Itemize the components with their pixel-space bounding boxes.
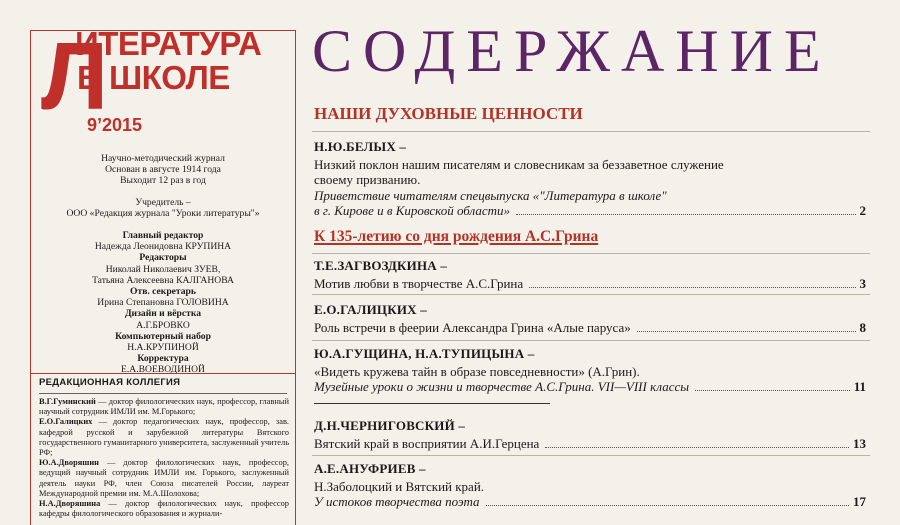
- credit-name: Ирина Степановна ГОЛОВИНА: [97, 297, 229, 309]
- entry-author: Т.Е.ЗАГВОЗДКИНА –: [314, 258, 448, 273]
- entry-page-line: [314, 320, 866, 336]
- entry-page-line: [314, 276, 866, 292]
- entry-author: Ю.А.ГУЩИНА, Н.А.ТУПИЦЫНА –: [314, 346, 535, 361]
- entry-title: своему призванию.: [314, 172, 421, 187]
- entry-title: Мотив любви в творчестве А.С.Грина: [314, 275, 524, 291]
- page-number: 3: [859, 275, 866, 291]
- leader-dots: [486, 505, 849, 506]
- entry-page-line: [314, 436, 866, 452]
- editorial-board-list: [39, 397, 289, 519]
- founded-line: Основан в августе 1914 года: [105, 164, 221, 175]
- credit-name: А.Г.БРОВКО: [136, 319, 190, 331]
- entry-subtitle: Приветствие читателям спецвыпуска «"Литература в школе": [314, 187, 667, 203]
- logo-line-1: ИТЕРАТУРА: [75, 30, 262, 62]
- logo-initial: Л: [41, 30, 109, 130]
- page-number: 8: [859, 319, 866, 335]
- editorial-board-title: РЕДАКЦИОННАЯ КОЛЛЕГИЯ: [39, 377, 181, 388]
- page-number: 2: [859, 203, 866, 218]
- toc-entry[interactable]: [314, 461, 866, 510]
- credit-name: Татьяна Алексеевна КАЛГАНОВА: [92, 274, 234, 286]
- divider: [312, 455, 870, 456]
- page-number: 17: [853, 494, 866, 509]
- credit-name: Н.А.КРУПИНОЙ: [127, 342, 199, 354]
- board-member-name: Ю.А.Дворяшин: [39, 458, 99, 468]
- leader-dots: [516, 214, 856, 215]
- journal-logo: [37, 30, 296, 145]
- entry-author: Н.Ю.БЕЛЫХ –: [314, 139, 407, 154]
- credit-role: Главный редактор: [122, 230, 204, 241]
- board-member: [39, 499, 289, 519]
- entry-author: Е.О.ГАЛИЦКИХ –: [314, 302, 427, 317]
- entry-title: «Видеть кружева тайн в образе повседневности» (А.Грин).: [314, 363, 640, 379]
- entry-title: Низкий поклон нашим писателям и словесникам за беззаветное служение: [314, 156, 724, 172]
- board-member-desc: — доктор филологических наук, профессор, главный научный сотрудник ИМЛИ им. М.Горького;: [39, 397, 289, 417]
- board-member: [39, 397, 289, 417]
- board-member-name: В.Г.Гуминский: [39, 397, 96, 406]
- board-member-desc: — доктор филологических наук, профессор, ведущий научный сотрудник ИМЛИ им. Горького, заслуженный деятель науки РФ, член Союза писателей России, лауреат Международной премии им. М.А.Шолохова;: [39, 458, 289, 498]
- page-number: 13: [853, 435, 866, 451]
- board-member-desc: — доктор филологических наук, профессор кафедры филологического образования и журнали-: [39, 499, 289, 519]
- toc-entry[interactable]: [314, 418, 866, 451]
- divider: [39, 393, 287, 394]
- entry-page-line: [314, 379, 866, 395]
- frequency-line: Выходит 12 раз в год: [120, 175, 206, 186]
- leader-dots: [695, 390, 850, 391]
- toc-entry[interactable]: [314, 139, 866, 219]
- toc-entry[interactable]: [314, 302, 866, 335]
- credit-role: Редакторы: [139, 252, 187, 264]
- credit-role: Компьютерный набор: [115, 330, 211, 342]
- founder-label: Учредитель –: [135, 197, 191, 208]
- entry-subtitle: Музейные уроки о жизни и творчестве А.С.Грина. VII—VIII классы: [314, 379, 690, 394]
- leader-dots: [545, 447, 849, 448]
- board-member: [39, 458, 289, 499]
- entry-subtitle: У истоков творчества поэта: [314, 494, 480, 509]
- entry-author: А.Е.АНУФРИЕВ –: [314, 461, 426, 476]
- toc-entry[interactable]: [314, 258, 866, 291]
- contents-title: СОДЕРЖАНИЕ: [312, 18, 832, 84]
- issue-number: 9’2015: [87, 115, 143, 135]
- entry-page-line: [314, 494, 866, 510]
- entry-subtitle: в г. Кирове и в Кировской области»: [314, 203, 510, 218]
- credit-role: Дизайн и вёрстка: [124, 308, 202, 320]
- section-heading: К 135-летию со дня рождения А.С.Грина: [314, 228, 599, 245]
- divider: [314, 403, 550, 404]
- credit-role: Отв. секретарь: [130, 286, 196, 298]
- toc-entry[interactable]: [314, 346, 866, 395]
- founder-name: ООО «Редакция журнала "Уроки литературы"»: [66, 208, 260, 219]
- leader-dots: [529, 287, 855, 288]
- divider: [312, 131, 870, 132]
- divider: [312, 340, 870, 341]
- entry-title: Н.Заболоцкий и Вятский край.: [314, 478, 485, 494]
- entry-title: Роль встречи в феерии Александра Грина «Алые паруса»: [314, 319, 631, 335]
- credits-block: [31, 230, 295, 376]
- page-number: 11: [853, 379, 866, 394]
- section-heading: НАШИ ДУХОВНЫЕ ЦЕННОСТИ: [314, 104, 583, 123]
- entry-author: Д.Н.ЧЕРНИГОВСКИЙ –: [314, 418, 466, 433]
- divider: [312, 253, 870, 254]
- board-member: [39, 417, 289, 458]
- board-member-name: Н.А.Дворяшина: [39, 499, 101, 509]
- entry-title: Вятский край в восприятии А.И.Герцена: [314, 435, 540, 451]
- board-member-name: Е.О.Галицких: [39, 417, 93, 427]
- journal-subtitle: Научно-методический журнал: [101, 153, 225, 164]
- credit-name: Е.А.ВОЕВОДИНОЙ: [121, 364, 205, 376]
- credit-name: Надежда Леонидовна КРУПИНА: [94, 241, 232, 253]
- credit-name: Николай Николаевич ЗУЕВ,: [105, 263, 221, 275]
- credit-role: Корректура: [137, 353, 189, 365]
- masthead-panel: [30, 30, 296, 525]
- entry-page-line: [314, 203, 866, 219]
- leader-dots: [637, 331, 856, 332]
- divider: [31, 373, 295, 374]
- divider: [312, 294, 870, 295]
- logo-line-2: В ШКОЛЕ: [77, 59, 230, 96]
- board-member-desc: — доктор педагогических наук, профессор, зав. кафедрой русской и зарубежной литературы Вятского государственного гуманитарного университета, заслуженный учитель РФ;: [39, 417, 290, 458]
